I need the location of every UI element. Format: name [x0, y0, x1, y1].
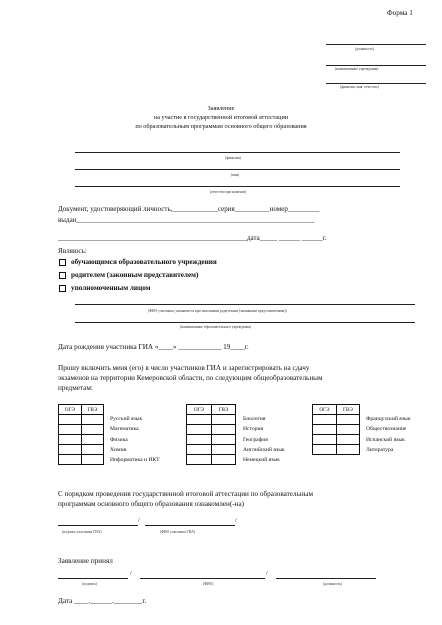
document-line-3: ______________________________________________________дата_____ ______ ______г.	[58, 234, 327, 242]
gve-cell[interactable]	[211, 455, 235, 465]
oge-cell[interactable]	[313, 445, 337, 455]
oge-cell[interactable]	[313, 415, 337, 425]
form-label: Форма 1	[387, 9, 413, 17]
participant-fio-caption-bottom: (ФИО участника ГИА)	[160, 530, 195, 534]
oge-cell[interactable]	[187, 455, 212, 465]
patronymic-caption: (отчество при наличии)	[210, 190, 247, 194]
patronymic-line[interactable]	[75, 186, 400, 187]
participant-sign-line[interactable]	[58, 525, 138, 526]
oge-cell[interactable]	[59, 445, 82, 455]
subject-item: Информатика и ИКТ	[110, 457, 160, 464]
accepted-sign-caption: (подпись)	[82, 582, 97, 586]
gve-cell[interactable]	[336, 435, 359, 445]
gve-cell[interactable]	[336, 425, 359, 435]
request-line-3: предметам:	[58, 384, 93, 392]
title-line-1: Заявление	[207, 105, 235, 112]
slash-2: /	[235, 517, 237, 524]
participant-fio-caption: (ФИО участника, указывается при заполнении родителями (законными представителями))	[148, 309, 287, 313]
slash-1: /	[138, 517, 140, 524]
parent-checkbox[interactable]	[59, 272, 66, 279]
authorized-option: уполномоченным лицом	[71, 284, 151, 292]
subject-item: Французский язык	[366, 416, 411, 422]
request-line-2: экзаменов на территории Кемеровской области, по следующим общеобразовательным	[58, 374, 323, 382]
date-line: Дата ____.______.________г.	[58, 597, 147, 605]
subject-item: История	[243, 426, 264, 433]
gve-header: ГВЭ	[81, 405, 103, 415]
gve-header: ГВЭ	[211, 405, 235, 415]
accepted-position-caption: (должность)	[323, 582, 342, 586]
gve-cell[interactable]	[81, 445, 103, 455]
accepted-label: Заявление принял	[58, 557, 113, 565]
fullname-line[interactable]	[326, 83, 426, 84]
position-line[interactable]	[326, 44, 426, 45]
oge-cell[interactable]	[187, 435, 212, 445]
participant-sign-caption: (подпись участника ГИА)	[62, 530, 102, 534]
accepted-fio-caption: (ФИО)	[203, 582, 214, 586]
gve-cell[interactable]	[336, 415, 359, 425]
gve-cell[interactable]	[211, 415, 235, 425]
student-option: обучающимся образовательного учреждения	[71, 258, 217, 266]
institution-name-caption: (наименование образовательного учреждения)	[180, 325, 252, 329]
oge-header: ОГЭ	[313, 405, 337, 415]
authorized-checkbox[interactable]	[59, 285, 66, 292]
institution-caption: (наименование учреждения)	[335, 67, 379, 71]
subject-item: Физика	[110, 436, 128, 443]
subject-item: Литература	[366, 446, 394, 453]
oge-header: ОГЭ	[59, 405, 82, 415]
subject-item: Испанский язык	[366, 436, 405, 443]
institution-name-line[interactable]	[75, 322, 415, 323]
accepted-sign-line[interactable]	[58, 578, 128, 579]
firstname-line[interactable]	[75, 169, 400, 170]
title-line-2: на участие в государственной итоговой аттестации	[153, 114, 289, 121]
subject-item: Биология	[243, 416, 266, 422]
being-label: Являюсь:	[58, 247, 87, 255]
slash-4: /	[266, 570, 268, 577]
oge-cell[interactable]	[59, 415, 82, 425]
oge-cell[interactable]	[59, 425, 82, 435]
institution-line[interactable]	[326, 65, 426, 66]
gve-cell[interactable]	[211, 435, 235, 445]
subject-item: Немецкий язык	[243, 457, 280, 464]
position-caption: (должность)	[355, 47, 374, 51]
document-line-1: Документ, удостоверяющий личность,_____________серия__________номер_________	[58, 205, 320, 213]
accepted-position-line[interactable]	[276, 578, 376, 579]
subject-item: География	[243, 436, 268, 443]
subject-item: Химия	[110, 446, 127, 453]
oge-cell[interactable]	[187, 445, 212, 455]
gve-cell[interactable]	[81, 415, 103, 425]
oge-cell[interactable]	[313, 435, 337, 445]
gve-cell[interactable]	[81, 435, 103, 445]
parent-option: родителем (законным представителем)	[71, 271, 199, 279]
gve-cell[interactable]	[336, 445, 359, 455]
subject-item: Обществознание	[366, 426, 407, 433]
surname-caption: (фамилия)	[225, 156, 241, 160]
oge-cell[interactable]	[187, 425, 212, 435]
subject-item: Русский язык	[110, 416, 143, 422]
gve-cell[interactable]	[211, 425, 235, 435]
oge-cell[interactable]	[59, 455, 82, 465]
oge-cell[interactable]	[187, 415, 212, 425]
subject-item: Математика	[110, 426, 139, 433]
participant-fio-sign-line[interactable]	[145, 525, 235, 526]
gve-cell[interactable]	[81, 425, 103, 435]
subjects-table-3	[312, 404, 360, 455]
birth-date: Дата рождения участника ГИА «____» ____________ 19____г.	[58, 343, 249, 351]
subjects-list-3	[366, 414, 411, 455]
subjects-table-1	[58, 404, 104, 465]
participant-fio-line[interactable]	[75, 304, 415, 305]
accepted-fio-line[interactable]	[140, 578, 265, 579]
acquainted-line-2: программам основного общего образования ознакомлен(-на)	[58, 500, 245, 508]
student-checkbox[interactable]	[59, 259, 66, 266]
gve-cell[interactable]	[211, 445, 235, 455]
subjects-list-2	[243, 414, 285, 465]
acquainted-line-1: С порядком проведения государственной итоговой аттестации по образовательным	[58, 490, 314, 498]
fullname-caption: (фамилия, имя, отчество)	[340, 85, 379, 89]
title-line-3: по образовательным программам основного общего образования	[135, 123, 307, 130]
subjects-table-2	[186, 404, 236, 465]
oge-cell[interactable]	[313, 425, 337, 435]
firstname-caption: (имя)	[231, 173, 240, 177]
subjects-list-1	[110, 414, 160, 465]
oge-cell[interactable]	[59, 435, 82, 445]
gve-header: ГВЭ	[336, 405, 359, 415]
gve-cell[interactable]	[81, 455, 103, 465]
request-line-1: Прошу включить меня (его) в число участников ГИА и зарегистрировать на сдачу	[58, 364, 310, 372]
slash-3: /	[130, 570, 132, 577]
document-line-2: выдан____________________________________________________________________	[58, 216, 315, 224]
surname-line[interactable]	[75, 152, 400, 153]
subject-item: Английский язык	[243, 446, 285, 453]
oge-header: ОГЭ	[187, 405, 212, 415]
